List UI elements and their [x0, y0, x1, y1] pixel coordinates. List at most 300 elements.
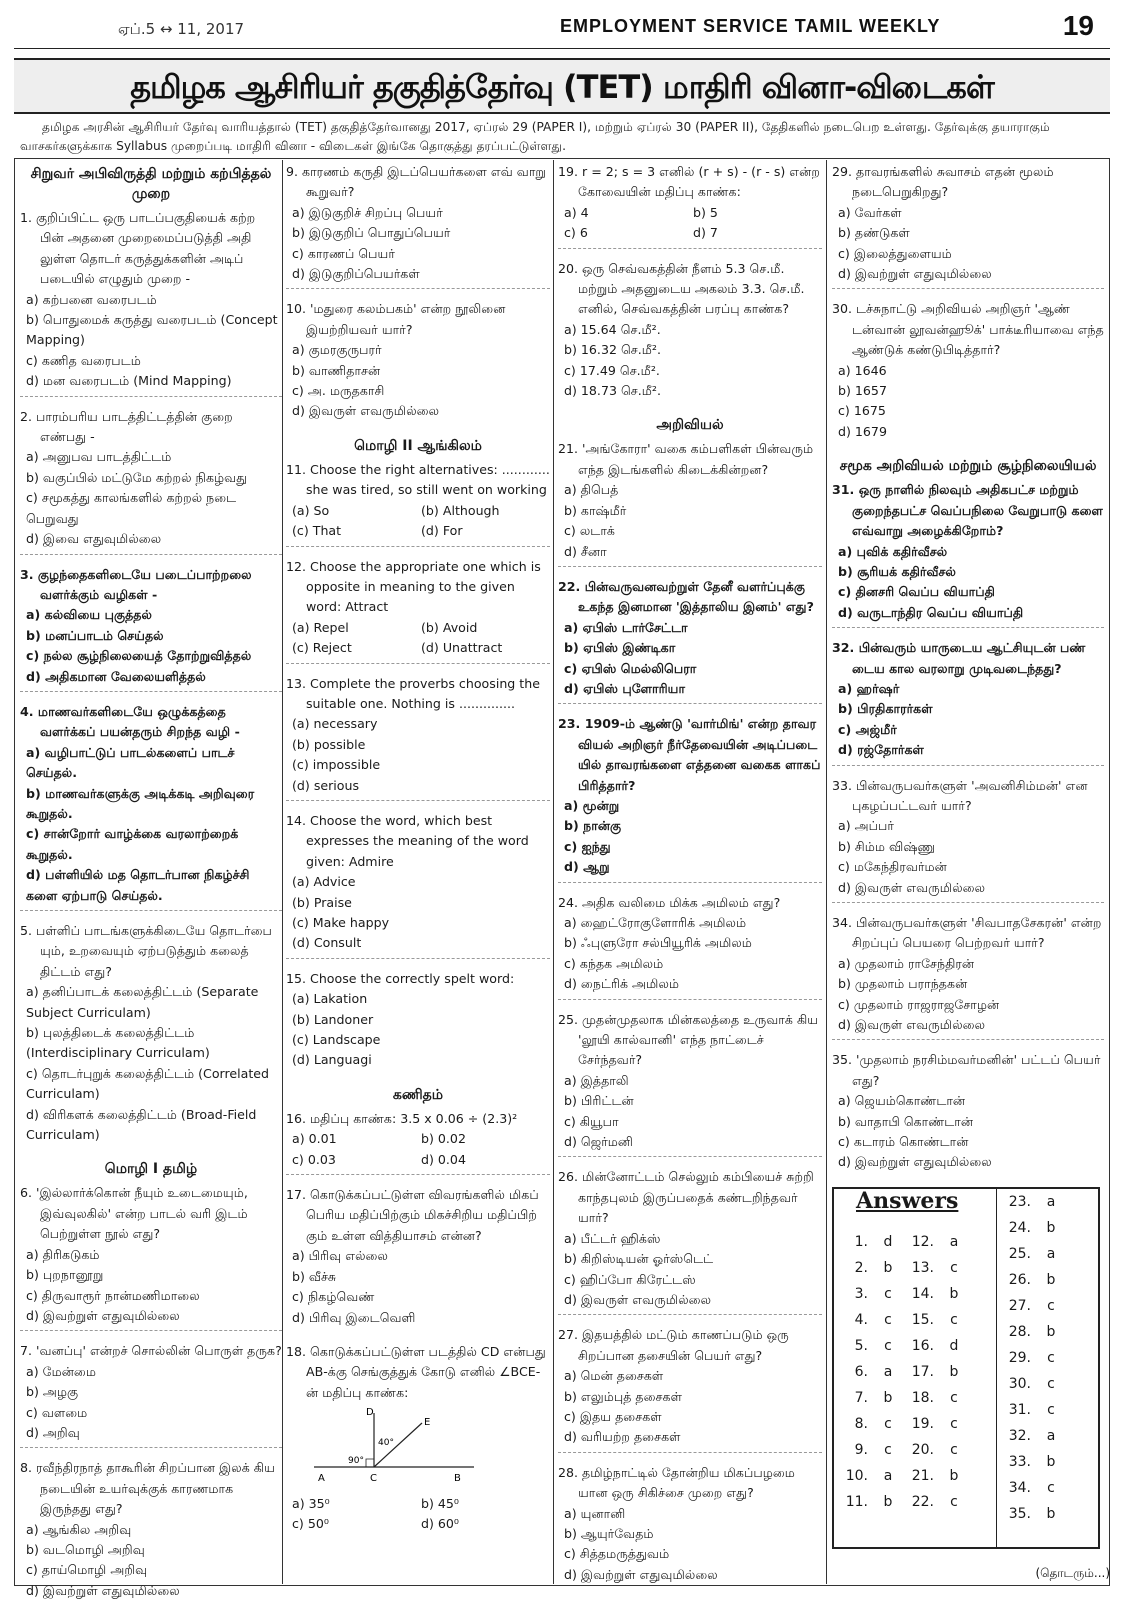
answer-row: [834, 1489, 994, 1515]
question-item: [558, 1325, 822, 1452]
option: a) 35⁰: [292, 1495, 330, 1511]
question-text: 4. மாணவர்களிடையே ஒழுக்கத்தை வளர்க்கப் பயன்தரும் சிறந்த வழி -: [20, 703, 240, 740]
question-list: [558, 162, 822, 405]
option: b) வீச்சு: [292, 1268, 337, 1284]
option: a) 15.64 செ.மீ².: [564, 321, 661, 337]
section-heading: கணிதம்: [392, 1086, 444, 1103]
option: b) 45⁰: [421, 1495, 459, 1511]
option: b) அழகு: [26, 1384, 79, 1400]
answer-row: [834, 1411, 994, 1437]
question-item: [20, 702, 282, 911]
option: d) இடுகுறிப்பெயர்கள்: [292, 266, 420, 282]
option: c) தாய்மொழி அறிவு: [26, 1562, 148, 1578]
option: b) பொதுமைக் கருத்து வரைபடம் (Concept Mapping): [26, 312, 278, 348]
question-text: 9. காரணம் கருதி இடப்பெயர்களை எவ் வாறு கூறுவர்?: [286, 164, 546, 200]
answer-row: [997, 1397, 1098, 1423]
section-heading: மொழி I தமிழ்: [104, 1161, 198, 1178]
option: (a) Repel: [292, 619, 349, 635]
column-divider: [826, 160, 827, 1584]
option-grid: [558, 203, 822, 244]
question-item: [286, 299, 550, 425]
intro-paragraph: தமிழக அரசின் ஆசிரியர் தேர்வு வாரியத்தால் (TET) தகுதித்தேர்வானது 2017, ஏப்ரல் 29 (PAPER I), மற்றும் ஏப்ரல் 30 (PAPER II), தேதிகளில் நடைபெற உள்ளது. தேர்வுக்கு தயாராகும் வாசகர்களுக்காக Syllabus முறைப்படி மாதிரி வினா - விடைகள் இங்கே தொகுத்து தரப்பட்டுள்ளது.: [20, 120, 1050, 153]
answer-row: [834, 1463, 994, 1489]
option-grid: [286, 618, 550, 659]
question-item: [558, 893, 822, 1000]
option: (b) possible: [292, 736, 366, 752]
option: d) இவற்றுள் எதுவுமில்லை: [838, 266, 992, 282]
question-item: [832, 638, 1104, 765]
question-text: 23. 1909-ம் ஆண்டு 'வார்மிங்' என்ற தாவர வியல் அறிஞர் நீர்தேவையின் அடிப்படை யில் தாவரங்களை எத்தனை வகைக ளாகப் பிரித்தார்?: [558, 716, 821, 793]
answers-grid-right: [996, 1189, 1098, 1547]
answer-number: 11.: [845, 1493, 868, 1510]
answer-number: 14.: [911, 1285, 934, 1302]
question-item: [286, 674, 550, 801]
answer-value: a: [883, 1363, 893, 1380]
answer-number: 16.: [911, 1337, 934, 1354]
question-list: [832, 162, 1104, 446]
question-text: 20. ஒரு செவ்வகத்தின் நீளம் 5.3 செ.மீ. மற்றும் அதனுடைய அகலம் 3.3. செ.மீ. எனில், செவ்வகத்தின் பரப்பு காண்க?: [558, 260, 805, 317]
question-item: [286, 1185, 550, 1332]
answer-value: b: [949, 1285, 959, 1302]
option: a) யுனானி: [564, 1505, 626, 1521]
question-item: [558, 1167, 822, 1315]
question-text: 31. ஒரு நாளில் நிலவும் அதிகபட்ச மற்றும் குறைந்தபட்ச வெப்பநிலை வேறுபாடு களை எவ்வாறு அழைக்கிறோம்?: [832, 482, 1103, 539]
option: c) 0.03: [292, 1151, 336, 1167]
question-text: 26. மின்னோட்டம் செல்லும் கம்பியைச் சுற்றி காந்தபுலம் இருப்பதைக் கண்டறிந்தவர் யார்?: [558, 1169, 814, 1226]
answer-value: b: [883, 1259, 893, 1276]
option: b) 1657: [838, 383, 887, 399]
option: b) புறநானூறு: [26, 1267, 104, 1283]
option: (c) Make happy: [292, 915, 390, 930]
option: d) இவருள் எவருமில்லை: [292, 403, 440, 419]
question-item: [286, 811, 550, 959]
option: a) அப்பர்: [838, 818, 894, 834]
option: a) 0.01: [292, 1131, 337, 1147]
answer-value: c: [1047, 1479, 1055, 1496]
option: a) ஜெயம்கொண்டான்: [838, 1093, 966, 1109]
question-list: [286, 1109, 550, 1332]
answer-number: 31.: [1008, 1401, 1031, 1418]
option: d) 60⁰: [421, 1515, 459, 1531]
option: c) 17.49 செ.மீ².: [564, 362, 660, 378]
header-rule: [14, 48, 1110, 49]
option: c) காரணப் பெயர்: [292, 245, 395, 261]
answer-value: c: [950, 1415, 958, 1432]
question-item: [286, 969, 550, 1075]
answer-value: b: [883, 1389, 893, 1406]
option: a) 4: [564, 204, 589, 220]
answer-row: [997, 1215, 1098, 1241]
option: a) வேர்கள்: [838, 204, 902, 220]
question-text: 30. டச்சுநாட்டு அறிவியல் அறிஞர் 'ஆண் டன்வான் லூவன்ஹூக்' பாக்டீரியாவை எந்த ஆண்டுக் கண்டுபிடித்தார்?: [832, 301, 1104, 358]
option: b) தண்டுகள்: [838, 225, 910, 241]
question-item: [20, 921, 282, 1149]
section-heading: மொழி II ஆங்கிலம்: [354, 437, 482, 454]
option: a) தனிப்பாடக் கலைத்திட்டம் (Separate Subject Curriculam): [26, 984, 259, 1020]
page-header: [0, 6, 1124, 46]
answer-number: 2.: [854, 1259, 868, 1276]
option: b) 5: [693, 204, 718, 220]
question-text: 33. பின்வருபவர்களுள் 'அவனிசிம்மன்' என புகழப்பட்டவர் யார்?: [832, 777, 1088, 813]
option: d) அறிவு: [26, 1424, 80, 1440]
question-item: [558, 1463, 822, 1589]
option: c) 6: [564, 225, 588, 241]
question-list: [286, 162, 550, 426]
option: b) பிரிட்டன்: [564, 1093, 634, 1109]
question-item: [20, 1458, 282, 1600]
question-text: 25. முதன்முதலாக மின்கலத்தை உருவாக் கிய 'லூயி கால்வானி' எந்த நாட்டைச் சேர்ந்தவர்?: [558, 1011, 819, 1068]
answer-value: c: [1047, 1297, 1055, 1314]
answer-value: c: [884, 1337, 892, 1354]
option: b) வாணிதாசன்: [292, 362, 381, 378]
column-divider: [553, 160, 554, 1584]
option: (d) Unattract: [421, 640, 503, 656]
question-item: [558, 577, 822, 704]
section-heading: அறிவியல்: [656, 417, 724, 434]
option: a) அனுபவ பாடத்திட்டம்: [26, 449, 172, 465]
option: d) ஜெர்மனி: [564, 1134, 633, 1150]
option: d) நைட்ரிக் அமிலம்: [564, 976, 680, 992]
section-heading: சமூக அறிவியல் மற்றும் சூழ்நிலையியல்: [839, 458, 1097, 475]
question-item: [286, 557, 550, 664]
option: d) சீனா: [564, 543, 607, 559]
answer-value: a: [949, 1233, 959, 1250]
answer-value: a: [883, 1467, 893, 1484]
option: a) திபெத்: [564, 482, 619, 498]
answer-row: [997, 1241, 1098, 1267]
question-text: 12. Choose the appropriate one which is opposite in meaning to the given word: Attract: [286, 558, 541, 615]
option: a) பீட்டர் ஹிக்ஸ்: [564, 1230, 661, 1246]
question-text: 35. 'முதலாம் நரசிம்மவர்மனின்' பட்டப் பெயர் எது?: [832, 1052, 1101, 1088]
answer-number: 12.: [911, 1233, 934, 1250]
option: d) ஆறு: [564, 859, 610, 875]
answer-number: 19.: [911, 1415, 934, 1432]
question-item: [286, 460, 550, 547]
question-list: [558, 439, 822, 1589]
answer-value: c: [1047, 1375, 1055, 1392]
option: (d) serious: [292, 777, 360, 793]
answer-row: [834, 1385, 994, 1411]
answer-row: [997, 1319, 1098, 1345]
question-item: [20, 1183, 282, 1331]
label-d: D: [366, 1407, 374, 1419]
continued-note: (தொடரும்...): [1035, 1566, 1110, 1580]
answer-value: c: [950, 1389, 958, 1406]
option: b) கிறிஸ்டியன் ஓர்ஸ்டெட்: [564, 1251, 714, 1267]
answer-row: [834, 1307, 994, 1333]
answer-row: [834, 1437, 994, 1463]
option: c) இலைத்துளையம்: [838, 245, 952, 261]
answer-number: 3.: [854, 1285, 868, 1302]
question-list: [20, 1183, 282, 1600]
answer-value: b: [1046, 1219, 1056, 1236]
answer-value: b: [883, 1493, 893, 1510]
option: d) இவற்றுள் எதுவுமில்லை: [26, 1307, 180, 1323]
option: a) பிரிவு எல்லை: [292, 1248, 388, 1264]
option: a) இடுகுறிச் சிறப்பு பெயர்: [292, 204, 443, 220]
issue-date: ஏப்.5 ↔ 11, 2017: [118, 20, 245, 38]
option: c) 1675: [838, 403, 886, 419]
question-list: [286, 460, 550, 1075]
option: (c) Reject: [292, 640, 352, 656]
option: a) இத்தாலி: [564, 1072, 629, 1088]
option: d) அதிகமான வேலையளித்தல்: [26, 668, 206, 684]
question-item: [832, 776, 1104, 903]
question-text: 6. 'இல்லார்க்கொன் நீயும் உடைமையும், இவ்வுலகில்' என்ற பாடல் வரி இடம் பெற்றுள்ள நூல் எது?: [20, 1185, 248, 1242]
option: c) சமூகத்து காலங்களில் கற்றல் நடை பெறுவது: [26, 490, 237, 526]
question-item: [558, 714, 822, 882]
option: a) குமரகுருபரர்: [292, 342, 382, 358]
answer-number: 34.: [1008, 1479, 1031, 1496]
option: d) 18.73 செ.மீ².: [564, 383, 661, 399]
option-grid: [286, 1129, 550, 1170]
publication-name: EMPLOYMENT SERVICE TAMIL WEEKLY: [560, 16, 941, 36]
answer-value: c: [884, 1415, 892, 1432]
answer-number: 33.: [1008, 1453, 1031, 1470]
option-grid: [286, 501, 550, 542]
option: b) ஆயுர்வேதம்: [564, 1525, 654, 1541]
question-item: [286, 1109, 550, 1175]
question-text: 14. Choose the word, which best expresses the meaning of the word given: Admire: [286, 812, 529, 869]
question-text: 34. பின்வருபவர்களுள் 'சிவபாதசேகரன்' என்ற சிறப்புப் பெயரை பெற்றவர் யார்?: [832, 915, 1102, 951]
option: d) மன வரைபடம் (Mind Mapping): [26, 373, 232, 389]
answer-value: a: [1046, 1427, 1056, 1444]
answer-value: c: [950, 1311, 958, 1328]
angle-40: 40°: [378, 1438, 394, 1449]
option: c) ஏபிஸ் மெல்லிபெரா: [564, 660, 697, 676]
option: b) காஷ்மீர்: [564, 502, 627, 518]
option: (c) That: [292, 523, 342, 539]
option: b) வடமொழி அறிவு: [26, 1541, 145, 1557]
question-item: [558, 439, 822, 566]
question-text: 17. கொடுக்கப்பட்டுள்ள விவரங்களில் மிகப் பெரிய மதிப்பிற்கும் மிகச்சிறிய மதிப்பிற் கும் உள்ள வித்தியாசம் என்ன?: [286, 1187, 539, 1243]
answer-row: [834, 1359, 994, 1385]
question-item: [20, 565, 282, 692]
question-text: 2. பாரம்பரிய பாடத்திட்டத்தின் குறை எண்பது -: [20, 408, 233, 445]
option-grid: [286, 1494, 550, 1535]
option: c) வளமை: [26, 1404, 88, 1420]
answer-number: 23.: [1008, 1193, 1031, 1210]
answer-value: b: [949, 1363, 959, 1380]
question-text: 15. Choose the correctly spelt word:: [286, 970, 515, 986]
answer-value: b: [1046, 1505, 1056, 1522]
option: d) இவற்றுள் எதுவுமில்லை: [838, 1154, 992, 1170]
answer-number: 7.: [854, 1389, 868, 1406]
question-text: 13. Complete the proverbs choosing the suitable one. Nothing is ..............: [286, 675, 540, 711]
option: d) ஏபிஸ் புளோரியா: [564, 680, 686, 696]
answer-value: c: [950, 1259, 958, 1276]
answer-row: [834, 1255, 994, 1281]
question-text: 29. தாவரங்களில் சுவாசம் எதன் மூலம் நடைபெறுகிறது?: [832, 164, 1054, 200]
label-b: B: [454, 1473, 461, 1485]
option: (b) Avoid: [421, 619, 478, 635]
option: c) கடாரம் கொண்டான்: [838, 1134, 969, 1150]
geometry-diagram: [304, 1405, 484, 1485]
answer-number: 27.: [1008, 1297, 1031, 1314]
answer-number: 25.: [1008, 1245, 1031, 1262]
answer-value: b: [1046, 1453, 1056, 1470]
question-item: [832, 162, 1104, 289]
label-e: E: [424, 1417, 431, 1429]
option: d) வரியற்ற தசைகள்: [564, 1429, 681, 1445]
answer-value: d: [883, 1233, 893, 1250]
label-a: A: [318, 1473, 325, 1485]
angle-90: 90°: [348, 1456, 364, 1467]
question-item: [558, 162, 822, 249]
option: b) மாணவர்களுக்கு அடிக்கடி அறிவுரை கூறுதல்.: [26, 785, 255, 821]
answer-number: 29.: [1008, 1349, 1031, 1366]
option: a) மேன்மை: [26, 1363, 96, 1379]
answer-number: 26.: [1008, 1271, 1031, 1288]
option: d) 1679: [838, 423, 887, 439]
option: a) ஆங்கில அறிவு: [26, 1521, 132, 1537]
option: d) பிரிவு இடைவெளி: [292, 1309, 416, 1325]
option: c) கணித வரைபடம்: [26, 352, 141, 368]
option: a) புவிக் கதிர்வீசல்: [838, 543, 948, 559]
answer-number: 9.: [854, 1441, 868, 1458]
answer-number: 5.: [854, 1337, 868, 1354]
answer-number: 28.: [1008, 1323, 1031, 1340]
answer-value: b: [1046, 1271, 1056, 1288]
answer-value: c: [950, 1441, 958, 1458]
option: a) மூன்று: [564, 797, 620, 813]
option: b) வாதாபி கொண்டான்: [838, 1113, 974, 1129]
option: c) முதலாம் ராஜராஜசோழன்: [838, 996, 1000, 1012]
answers-heading: Answers: [856, 1187, 959, 1214]
section-heading: சிறுவர் அபிவிருத்தி மற்றும் கற்பித்தல் முறை: [30, 166, 272, 202]
answer-number: 15.: [911, 1311, 934, 1328]
option: b) ஏபிஸ் இண்டிகா: [564, 640, 676, 656]
question-item: [20, 1341, 282, 1448]
option: d) இவற்றுள் எதுவுமில்லை: [26, 1582, 180, 1598]
question-item: [832, 913, 1104, 1040]
option: (b) Praise: [292, 894, 352, 910]
option: b) மனப்பாடம் செய்தல்: [26, 627, 164, 643]
question-item: [558, 259, 822, 406]
question-text: 16. மதிப்பு காண்க: 3.5 x 0.06 ÷ (2.3)²: [286, 1110, 518, 1126]
option: d) இவருள் எவருமில்லை: [564, 1291, 712, 1307]
option: c) தொடர்புறுக் கலைத்திட்டம் (Correlated Curriculam): [26, 1065, 270, 1102]
option: b) சிம்ம விஷ்ணு: [838, 838, 936, 854]
column-1: [20, 162, 282, 1600]
question-item: [832, 480, 1104, 628]
right-angle-mark: [366, 1459, 374, 1467]
option: a) திரிகடுகம்: [26, 1246, 100, 1262]
question-item: [832, 1050, 1104, 1176]
option: d) வருடாந்திர வெப்ப வியாப்தி: [838, 604, 1024, 620]
option: d) பள்ளியில் மத தொடர்பான நிகழ்ச்சி களை ஏற்பாடு செய்தல்.: [26, 867, 250, 903]
option: b) இடுகுறிப் பொதுப்பெயர்: [292, 225, 451, 241]
answer-row: [997, 1423, 1098, 1449]
option: d) இவற்றுள் எதுவுமில்லை: [564, 1566, 718, 1582]
option: (a) Lakation: [292, 991, 368, 1007]
answer-number: 35.: [1008, 1505, 1031, 1522]
answer-number: 18.: [911, 1389, 934, 1406]
option: d) இவருள் எவருமில்லை: [838, 1017, 986, 1033]
page-title: தமிழக ஆசிரியர் தகுதித்தேர்வு (TET) மாதிரி வினா-விடைகள்: [14, 58, 1110, 114]
answer-number: 24.: [1008, 1219, 1031, 1236]
answers-box: [832, 1187, 1100, 1549]
option: c) அ. மருதகாசி: [292, 383, 385, 399]
question-item: [832, 299, 1104, 446]
answer-row: [997, 1267, 1098, 1293]
answer-row: [834, 1229, 994, 1255]
question-item: [558, 1010, 822, 1158]
option: c) நல்ல சூழ்நிலையைத் தோற்றுவித்தல்: [26, 648, 252, 664]
answer-row: [997, 1293, 1098, 1319]
question-text: 22. பின்வருவனவற்றுள் தேனீ வளர்ப்புக்கு உகந்த இனமான 'இத்தாலிய இனம்' எது?: [558, 578, 814, 615]
label-c: C: [370, 1473, 377, 1485]
option: c) 50⁰: [292, 1515, 329, 1531]
option: (b) Landoner: [292, 1011, 374, 1027]
option: a) கல்வியை புகுத்தல்: [26, 607, 152, 623]
question-text: 5. பள்ளிப் பாடங்களுக்கிடையே தொடர்பை யும், உறவையும் ஏற்படுத்தும் கலைத் திட்டம் எது?: [20, 923, 272, 979]
answer-row: [834, 1281, 994, 1307]
answer-row: [997, 1501, 1098, 1527]
question-item: [20, 208, 282, 397]
column-2: [286, 162, 550, 1548]
question-text: 32. பின்வரும் யாருடைய ஆட்சியுடன் பண் டைய கால வரலாறு முடிவடைந்தது?: [832, 640, 1086, 676]
answer-number: 30.: [1008, 1375, 1031, 1392]
option: b) சூரியக் கதிர்வீசல்: [838, 563, 956, 579]
answer-value: c: [1047, 1401, 1055, 1418]
option: a) மென் தசைகள்: [564, 1368, 664, 1384]
page-number: 19: [1062, 10, 1094, 41]
question-text: 10. 'மதுரை கலம்பகம்' என்ற நூலினை இயற்றியவர் யார்?: [286, 301, 506, 337]
question-text: 8. ரவீந்திரநாத் தாகூரின் சிறப்பான இலக் கிய நடையின் உயர்வுக்குக் காரணமாக இருந்தது எது?: [20, 1460, 275, 1517]
option: (c) impossible: [292, 757, 381, 773]
answers-grid-left: [834, 1229, 994, 1515]
answer-row: [997, 1371, 1098, 1397]
question-text: 21. 'அங்கோரா' வகை கம்பளிகள் பின்வரும் எந்த இடங்களில் கிடைக்கின்றன?: [558, 441, 814, 477]
option: d) ரஜ்தோர்கள்: [838, 742, 924, 758]
option: d) 0.04: [421, 1151, 466, 1167]
option: (a) necessary: [292, 716, 378, 732]
answer-number: 22.: [911, 1493, 934, 1510]
option: d) இவை எதுவுமில்லை: [26, 531, 162, 547]
option: (b) Although: [421, 502, 500, 518]
option: a) 1646: [838, 362, 887, 378]
option: b) 0.02: [421, 1131, 466, 1147]
option: c) சித்தமருத்துவம்: [564, 1546, 670, 1562]
column-divider: [282, 160, 283, 1584]
answer-value: c: [884, 1285, 892, 1302]
option: c) ஹிப்போ கிரேட்டஸ்: [564, 1271, 696, 1287]
answer-row: [834, 1333, 994, 1359]
option: b) 16.32 செ.மீ².: [564, 342, 661, 358]
answer-number: 21.: [911, 1467, 934, 1484]
option: b) ஃபுளுரோ சல்பியூரிக் அமிலம்: [564, 935, 752, 951]
option: c) ஐந்து: [564, 838, 611, 854]
option: c) கியூபா: [564, 1113, 619, 1129]
answer-value: a: [1046, 1245, 1056, 1262]
question-text: 3. குழந்தைகளிடையே படைப்பாற்றலை வளர்க்கும் வழிகள் -: [20, 566, 252, 602]
option: b) முதலாம் பராந்தகன்: [838, 976, 968, 992]
answer-number: 1.: [854, 1233, 868, 1250]
option: (a) Advice: [292, 874, 356, 890]
answer-number: 17.: [911, 1363, 934, 1380]
answer-row: [997, 1189, 1098, 1215]
question-text: 27. இதயத்தில் மட்டும் காணப்படும் ஒரு சிறப்பான தசையின் பெயர் எது?: [558, 1327, 789, 1363]
question-item: [286, 162, 550, 289]
question-text: 24. அதிக வலிமை மிக்க அமிலம் எது?: [558, 894, 781, 910]
question-text: 1. குறிப்பிட்ட ஒரு பாடப்பகுதியைக் கற்ற பின் அதனை முறைமைப்படுத்தி அதி லுள்ள தொடர் கருத்துக்களின் அடிப் படையில் எழுதும் முறை -: [20, 210, 256, 287]
answer-value: a: [1046, 1193, 1056, 1210]
question-text: 28. தமிழ்நாட்டில் தோன்றிய மிகப்பழமை யான ஒரு சிகிச்சை முறை எது?: [558, 1464, 795, 1501]
answer-value: d: [949, 1337, 959, 1354]
option: a) ஏபிஸ் டார்சேட்டா: [564, 619, 688, 635]
option: c) லடாக்: [564, 523, 615, 539]
